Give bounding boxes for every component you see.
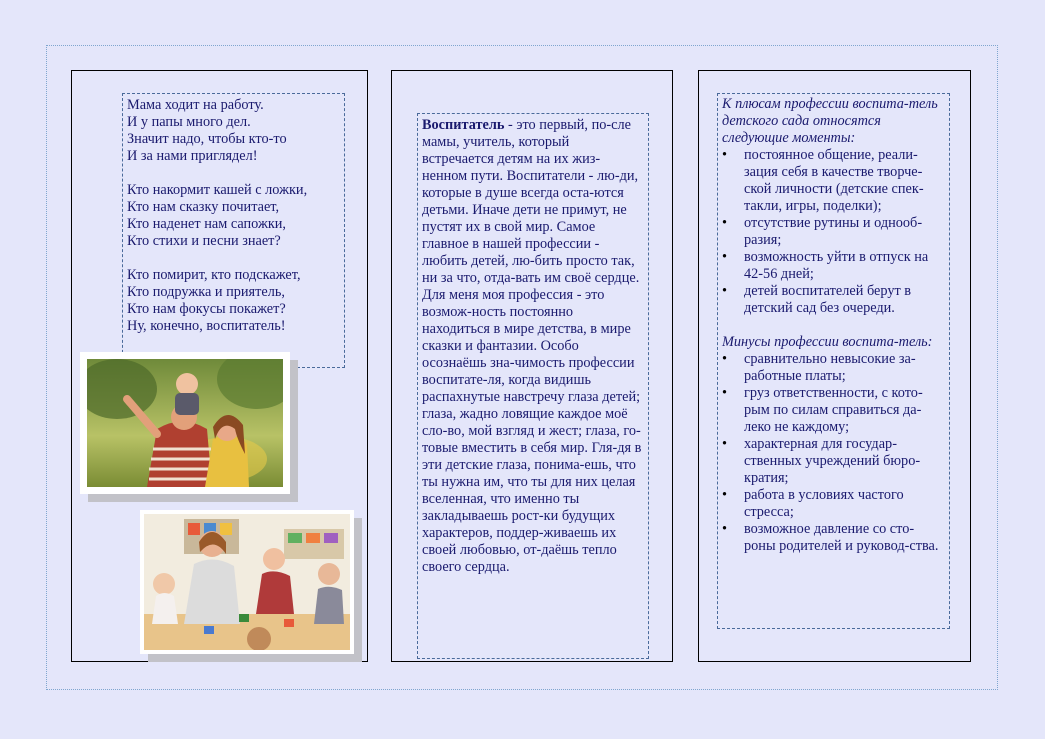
poem-line: Ну, конечно, воспитатель! [127, 318, 286, 334]
poem-line: Кто нам сказку почитает, [127, 199, 280, 215]
poem-line: Кто нам фокусы покажет? [127, 301, 286, 317]
essay-paragraph [422, 117, 644, 576]
essay-textbox[interactable] [417, 113, 649, 659]
pros-list-item: • отсутствие рутины и однооб-разия; [722, 215, 945, 249]
poem-textbox[interactable] [122, 93, 345, 368]
cons-list-item: • работа в условиях частого стресса; [722, 487, 945, 521]
poem-line: И за нами приглядел! [127, 148, 258, 164]
cons-list-item: • характерная для государ-ственных учреждений бюро-кратия; [722, 436, 945, 487]
essay-body: - это первый, по-сле мамы, учитель, который встречается детям на их жиз-ненном пути. Воспитатели - лю-ди, которые в душе всегда оста-ются детьми. Иначе дети не примут, не пустят их в свой мир. Самое главное в нашей профессии - любить детей, лю-бить просто так, ни за что, отда-вать им своё сердце. Для меня моя профессия - это возмож-ность постоянно находиться в мире детства, в мире сказки и фантазии. Особо осознаёшь зна-чимость профессии воспитате-ля, когда видишь распахнутые навстречу глаза детей; глаза, жадно ловящие каждое моё сло-во, мой взгляд и жест; глаза, го-товые вместить в себя мир. Гля-дя в эти детские глаза, понима-ешь, что ты нужна им, что ты для них целая вселенная, что именно ты закладываешь рост-ки будущих характеров, поддер-живаешь их своей любовью, от-даёшь тепло своего сердца. [422, 117, 642, 575]
essay-lead-word: Воспитатель [422, 117, 505, 133]
family-photo[interactable] [80, 352, 290, 494]
pros-cons-textbox[interactable] [717, 93, 950, 629]
poem-stanza-1 [127, 97, 340, 165]
pros-list-item: • постоянное общение, реали-зация себя в качестве творче-ской личности (детские спек-такли, игры, поделки); [722, 147, 945, 215]
poem-stanza-2 [127, 182, 340, 250]
poem-line: Кто подружка и приятель, [127, 284, 285, 300]
poem-line: Мама ходит на работу. [127, 97, 264, 113]
cons-list-item: • сравнительно невысокие за-работные платы; [722, 351, 945, 385]
classroom-photo[interactable] [140, 510, 354, 654]
pros-list-item: • возможность уйти в отпуск на 42-56 дней; [722, 249, 945, 283]
pros-heading: К плюсам профессии воспита-тель детского сада относятся следующие моменты: [722, 96, 938, 146]
poem-line: И у папы много дел. [127, 114, 251, 130]
cons-list-item: • груз ответственности, с кото-рым по силам справиться да-леко не каждому; [722, 385, 945, 436]
poem-line: Кто наденет нам сапожки, [127, 216, 286, 232]
pros-list-item: • детей воспитателей берут в детский сад без очереди. [722, 283, 945, 317]
family-photo-image [87, 359, 283, 487]
cons-heading: Минусы профессии воспита-тель: [722, 334, 933, 350]
poem-line: Кто накормит кашей с ложки, [127, 182, 308, 198]
cons-list-item: • возможное давление со сто-роны родителей и руковод-ства. [722, 521, 945, 555]
cons-list [722, 351, 945, 555]
poem-line: Кто стихи и песни знает? [127, 233, 281, 249]
classroom-photo-image [144, 514, 350, 650]
poem-stanza-3 [127, 267, 340, 335]
poem-line: Кто помирит, кто подскажет, [127, 267, 301, 283]
pros-list [722, 147, 945, 317]
poem-line: Значит надо, чтобы кто-то [127, 131, 287, 147]
